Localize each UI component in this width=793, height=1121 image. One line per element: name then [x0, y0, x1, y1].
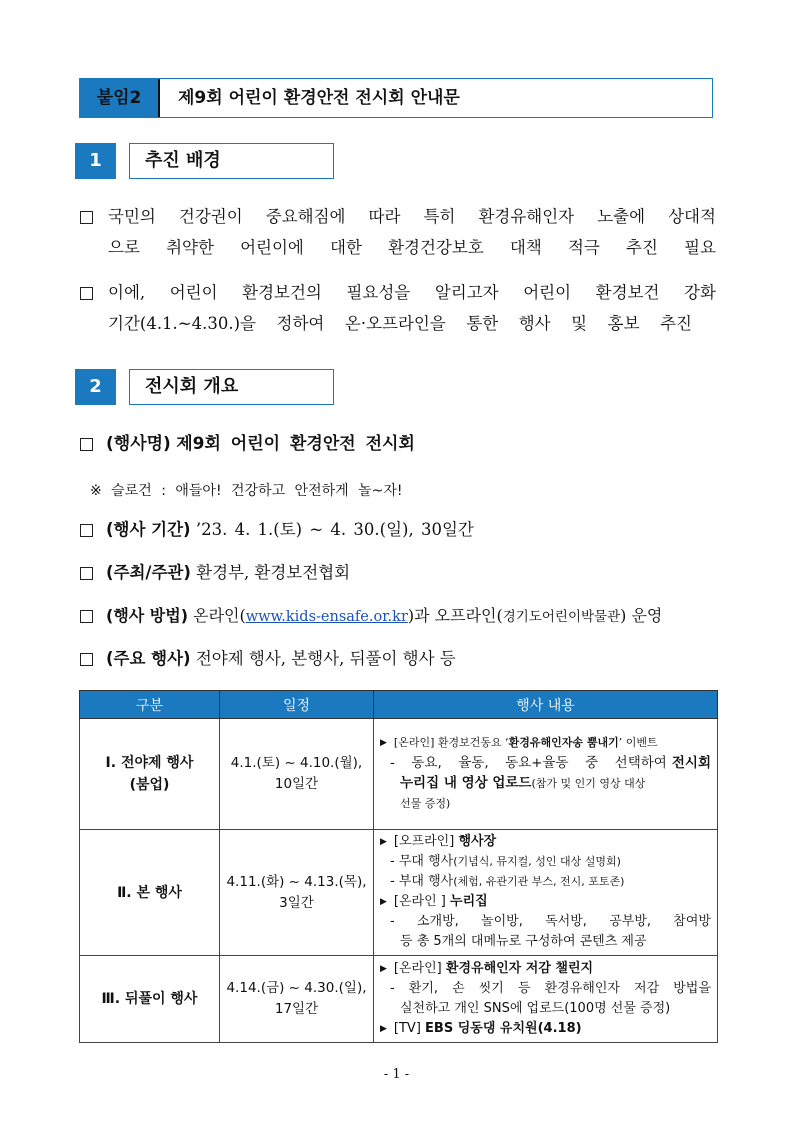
word: 추진 [660, 314, 692, 333]
triangle-bullet-icon: ▶ [380, 1023, 387, 1034]
word: 환경보건의 [242, 283, 322, 302]
word: 및 [571, 314, 588, 333]
word: 환경보건 [595, 283, 660, 302]
word: 환기, [408, 980, 439, 996]
row3-schedule: 4.14.(금) ~ 4.30.(일), 17일간 [220, 956, 374, 1043]
word: 적극 [567, 238, 600, 257]
section1-label: 추진 배경 [129, 143, 334, 179]
event-name-value: 제9회 어린이 환경안전 전시회 [176, 434, 415, 454]
word: 동요+율동 [505, 755, 569, 771]
checkbox-bullet [80, 287, 93, 300]
section2-number: 2 [75, 369, 116, 405]
events-table [79, 690, 718, 1043]
bullet2-line2 [108, 314, 692, 334]
word: 홍보 [607, 314, 640, 333]
table-header-row [80, 691, 718, 719]
main-events-line [106, 649, 456, 669]
word: 놀이방, [481, 914, 523, 929]
word: 강화 [684, 283, 716, 302]
header-schedule: 일정 [220, 691, 374, 719]
table-row [80, 830, 718, 956]
table-row [80, 956, 718, 1043]
triangle-bullet-icon: ▶ [380, 738, 387, 748]
word: 공부방, [609, 914, 652, 929]
word: - [390, 755, 395, 771]
host-label: (주최/주관) [106, 563, 191, 582]
triangle-bullet-icon: ▶ [380, 897, 387, 907]
word: 씻기 [478, 980, 504, 996]
checkbox-bullet [80, 211, 93, 224]
word: 방법을 [673, 980, 711, 996]
method-label: (행사 방법) [106, 606, 189, 625]
word: 환경건강보호 [388, 238, 484, 257]
word: 환경유해인자 [544, 980, 620, 996]
method-line: (행사 방법) 온라인(www.kids-ensafe.or.kr)과 오프라인(경기도어린이박물관) 운영 [106, 606, 663, 625]
word: 동요, [411, 755, 442, 771]
row2-category: Ⅱ. 본 행사 [80, 830, 220, 956]
triangle-bullet-icon: ▶ [380, 837, 387, 847]
section2-label: 전시회 개요 [129, 369, 334, 405]
page-title: 제9회 어린이 환경안전 전시회 안내문 [178, 88, 460, 108]
word: 노출에 [597, 207, 646, 226]
checkbox-bullet [80, 610, 93, 623]
word: 특히 [423, 207, 456, 226]
word: 따라 [368, 207, 401, 226]
word: 으로 [108, 238, 140, 257]
word: 독서방, [545, 914, 587, 929]
word: 기간(4.1.~4.30.)을 [108, 314, 256, 333]
word: 중요해짐에 [265, 207, 346, 226]
row1-content: ▶ [온라인] 환경보건동요 ‘환경유해인자송 뿜내기’ 이벤트 - 동요, 율동, 동요+율동 중 선택하여 전시회 누리집 내 영상 업로드(참가 및 인기 영상 대상 선물 증정) [374, 719, 718, 830]
word: 어린이 [169, 283, 218, 302]
word: 상대적 [668, 207, 716, 226]
row2-content: ▶ [오프라인] 행사장 - 무대 행사(기념식, 뮤지컬, 성인 대상 설명회) - 부대 행사(체험, 유관기관 부스, 전시, 포토존) ▶ [온라인 ] 누리집 - 소개방, 놀이방, 독서방, 공부방, 참여방 등 총 5개의 대메뉴로 구성하여 콘텐츠 제공 [374, 830, 718, 956]
section1-number: 1 [75, 143, 116, 179]
word: 통한 [466, 314, 499, 333]
word: 취약한 [166, 238, 214, 257]
checkbox-bullet [80, 438, 93, 451]
row1-category: Ⅰ. 전야제 행사 (붐업) [80, 719, 220, 830]
word: 건강권이 [178, 207, 243, 226]
main-events-value: 전야제 행사, 본행사, 뒤풀이 행사 등 [195, 649, 456, 668]
title-box [79, 78, 713, 118]
word: 환경유해인자 [478, 207, 575, 226]
word: 행사 [518, 314, 551, 333]
slogan: ※ 슬로건 : 애들아! 건강하고 안전하게 놀~자! [90, 483, 403, 499]
word: 어린이 [523, 283, 572, 302]
word: 국민의 [108, 207, 156, 226]
host-line [106, 563, 350, 583]
main-events-label: (주요 행사) [106, 649, 191, 668]
word: 대한 [330, 238, 362, 257]
word: 어린이에 [240, 238, 304, 257]
bullet1-line1 [108, 207, 716, 227]
period-line [106, 520, 474, 540]
venue: 경기도어린이박물관 [502, 609, 621, 625]
word: 대책 [509, 238, 542, 257]
word: 손 [452, 980, 465, 996]
word: - [390, 980, 395, 996]
table-row [80, 719, 718, 830]
host-value: 환경부, 환경보전협회 [196, 563, 351, 582]
word: 선택하여 [614, 755, 667, 771]
bullet2-line1 [108, 283, 716, 303]
header-category: 구분 [80, 691, 220, 719]
bullet1-line2 [108, 238, 716, 258]
word: 온·오프라인을 [344, 314, 446, 333]
word: 저감 [634, 980, 660, 996]
checkbox-bullet [80, 653, 93, 666]
row3-content: ▶ [온라인] 환경유해인자 저감 챌린지 - 환기, 손 씻기 등 환경유해인자 저감 방법을 실천하고 개인 SNS에 업로드(100명 선물 증정) ▶ [TV] EBS 딩동댕 유치원(4.18) [374, 956, 718, 1043]
word: 참여방 [673, 914, 711, 929]
period-value: ’23. 4. 1.(토) ~ 4. 30.(일), 30일간 [195, 520, 474, 539]
website-link[interactable]: www.kids-ensafe.or.kr [245, 609, 408, 625]
word: - [390, 914, 395, 929]
word: 필요성을 [346, 283, 411, 302]
word: 추진 [626, 238, 658, 257]
word: 중 [585, 755, 599, 771]
period-label: (행사 기간) [106, 520, 191, 539]
row2-schedule: 4.11.(화) ~ 4.13.(목), 3일간 [220, 830, 374, 956]
event-name-line [106, 434, 415, 454]
row1-schedule: 4.1.(토) ~ 4.10.(월), 10일간 [220, 719, 374, 830]
triangle-bullet-icon: ▶ [380, 963, 387, 974]
checkbox-bullet [80, 524, 93, 537]
page-number: - 1 - [383, 1067, 410, 1082]
event-name-label: (행사명) [106, 434, 171, 454]
attachment-tag: 붙임2 [80, 79, 160, 117]
header-content: 행사 내용 [374, 691, 718, 719]
word: 알리고자 [434, 283, 499, 302]
word: 이에, [108, 283, 146, 302]
word: 소개방, [416, 914, 459, 929]
word: 정하여 [276, 314, 325, 333]
word: 등 [517, 980, 531, 996]
row3-category: Ⅲ. 뒤풀이 행사 [80, 956, 220, 1043]
checkbox-bullet [80, 567, 93, 580]
word: 필요 [684, 238, 716, 257]
word: 율동, [458, 755, 489, 771]
